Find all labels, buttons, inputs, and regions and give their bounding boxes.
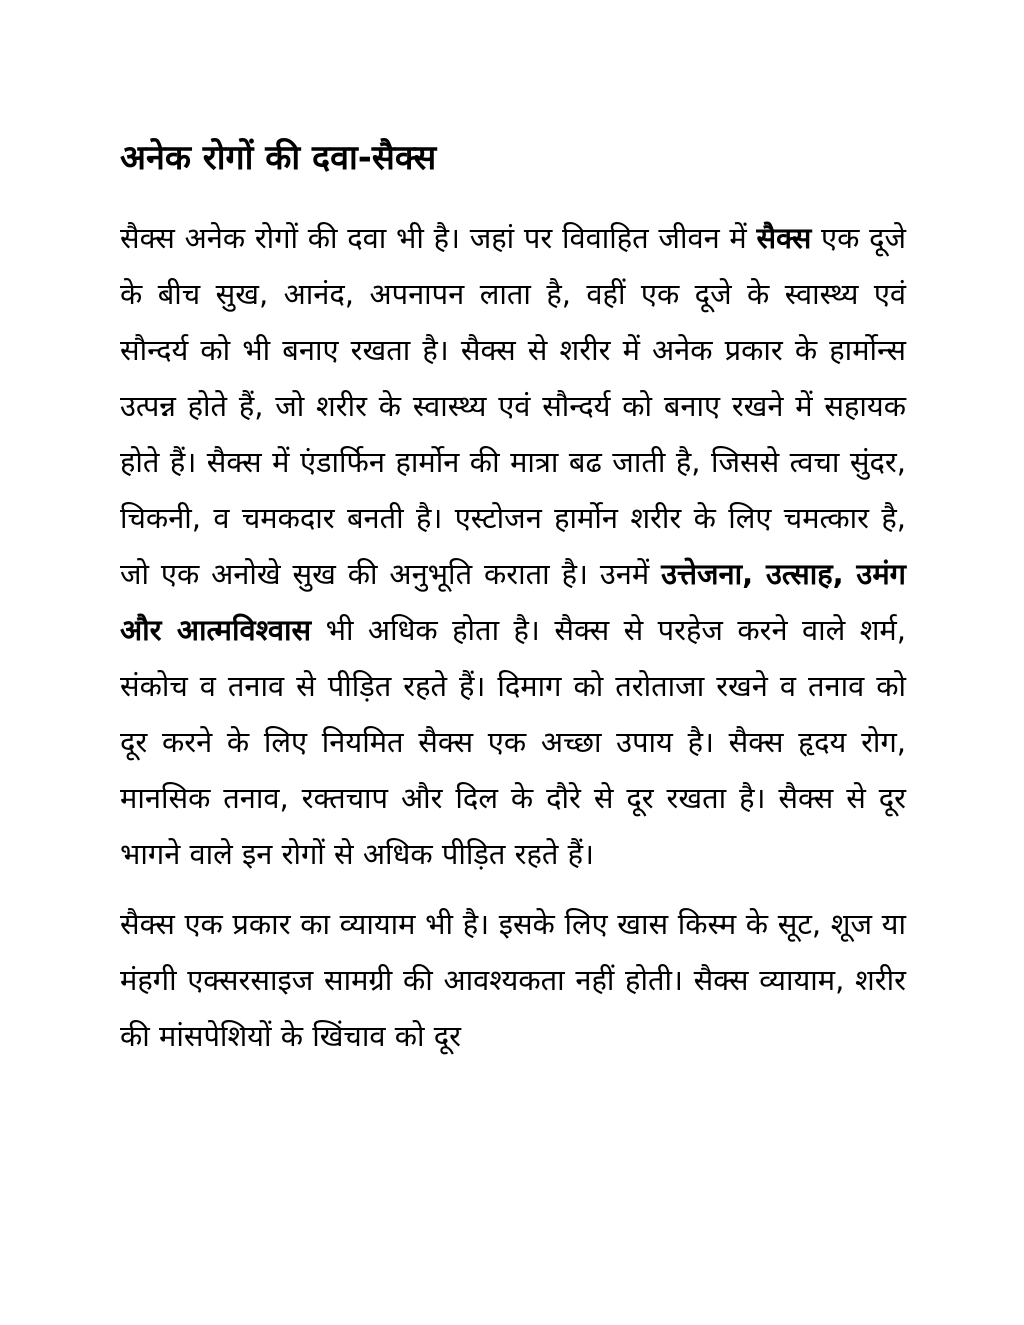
- paragraph-1: [120, 210, 906, 882]
- paragraph-1-bold-b: उत्तेजना, उत्साह, उमंग और आत्मविश्वास: [120, 557, 906, 647]
- paragraph-1-text-a: सैक्स अनेक रोगों की दवा भी है। जहां पर विवाहित जीवन में: [120, 221, 757, 255]
- paragraph-1-text-c: भी अधिक होता है। सैक्स से परहेज करने वाले शर्म, संकोच व तनाव से पीड़ित रहते हैं। दिमाग को तरोताजा रखने व तनाव को दूर करने के लिए नियमित सैक्स एक अच्छा उपाय है। सैक्स हृदय रोग, मानसिक तनाव, रक्तचाप और दिल के दौरे से दूर रखता है। सैक्स से दूर भागने वाले इन रोगों से अधिक पीड़ित रहते हैं।: [120, 613, 906, 871]
- paragraph-1-text-b: एक दूजे के बीच सुख, आनंद, अपनापन लाता है, वहीं एक दूजे के स्वास्थ्य एवं सौन्दर्य को भी बनाए रखता है। सैक्स से शरीर में अनेक प्रकार के हार्मोन्स उत्पन्न होते हैं, जो शरीर के स्वास्थ्य एवं सौन्दर्य को बनाए रखने में सहायक होते हैं। सैक्स में एंडार्फिन हार्मोन की मात्रा बढ जाती है, जिससे त्वचा सुंदर, चिकनी, व चमकदार बनती है। एस्टोजन हार्मोन शरीर के लिए चमत्कार है, जो एक अनोखे सुख की अनुभूति कराता है। उनमें: [120, 221, 906, 591]
- paragraph-2: सैक्स एक प्रकार का व्यायाम भी है। इसके लिए खास किस्म के सूट, शूज या मंहगी एक्सरसाइज सामग्री की आवश्यकता नहीं होती। सैक्स व्यायाम, शरीर की मांसपेशियों के खिंचाव को दूर: [120, 907, 906, 1053]
- document-title: अनेक रोगों की दवा-सैक्स: [120, 138, 437, 178]
- paragraph-1-bold-a: सैक्स: [756, 221, 812, 255]
- document-page: [120, 128, 906, 1078]
